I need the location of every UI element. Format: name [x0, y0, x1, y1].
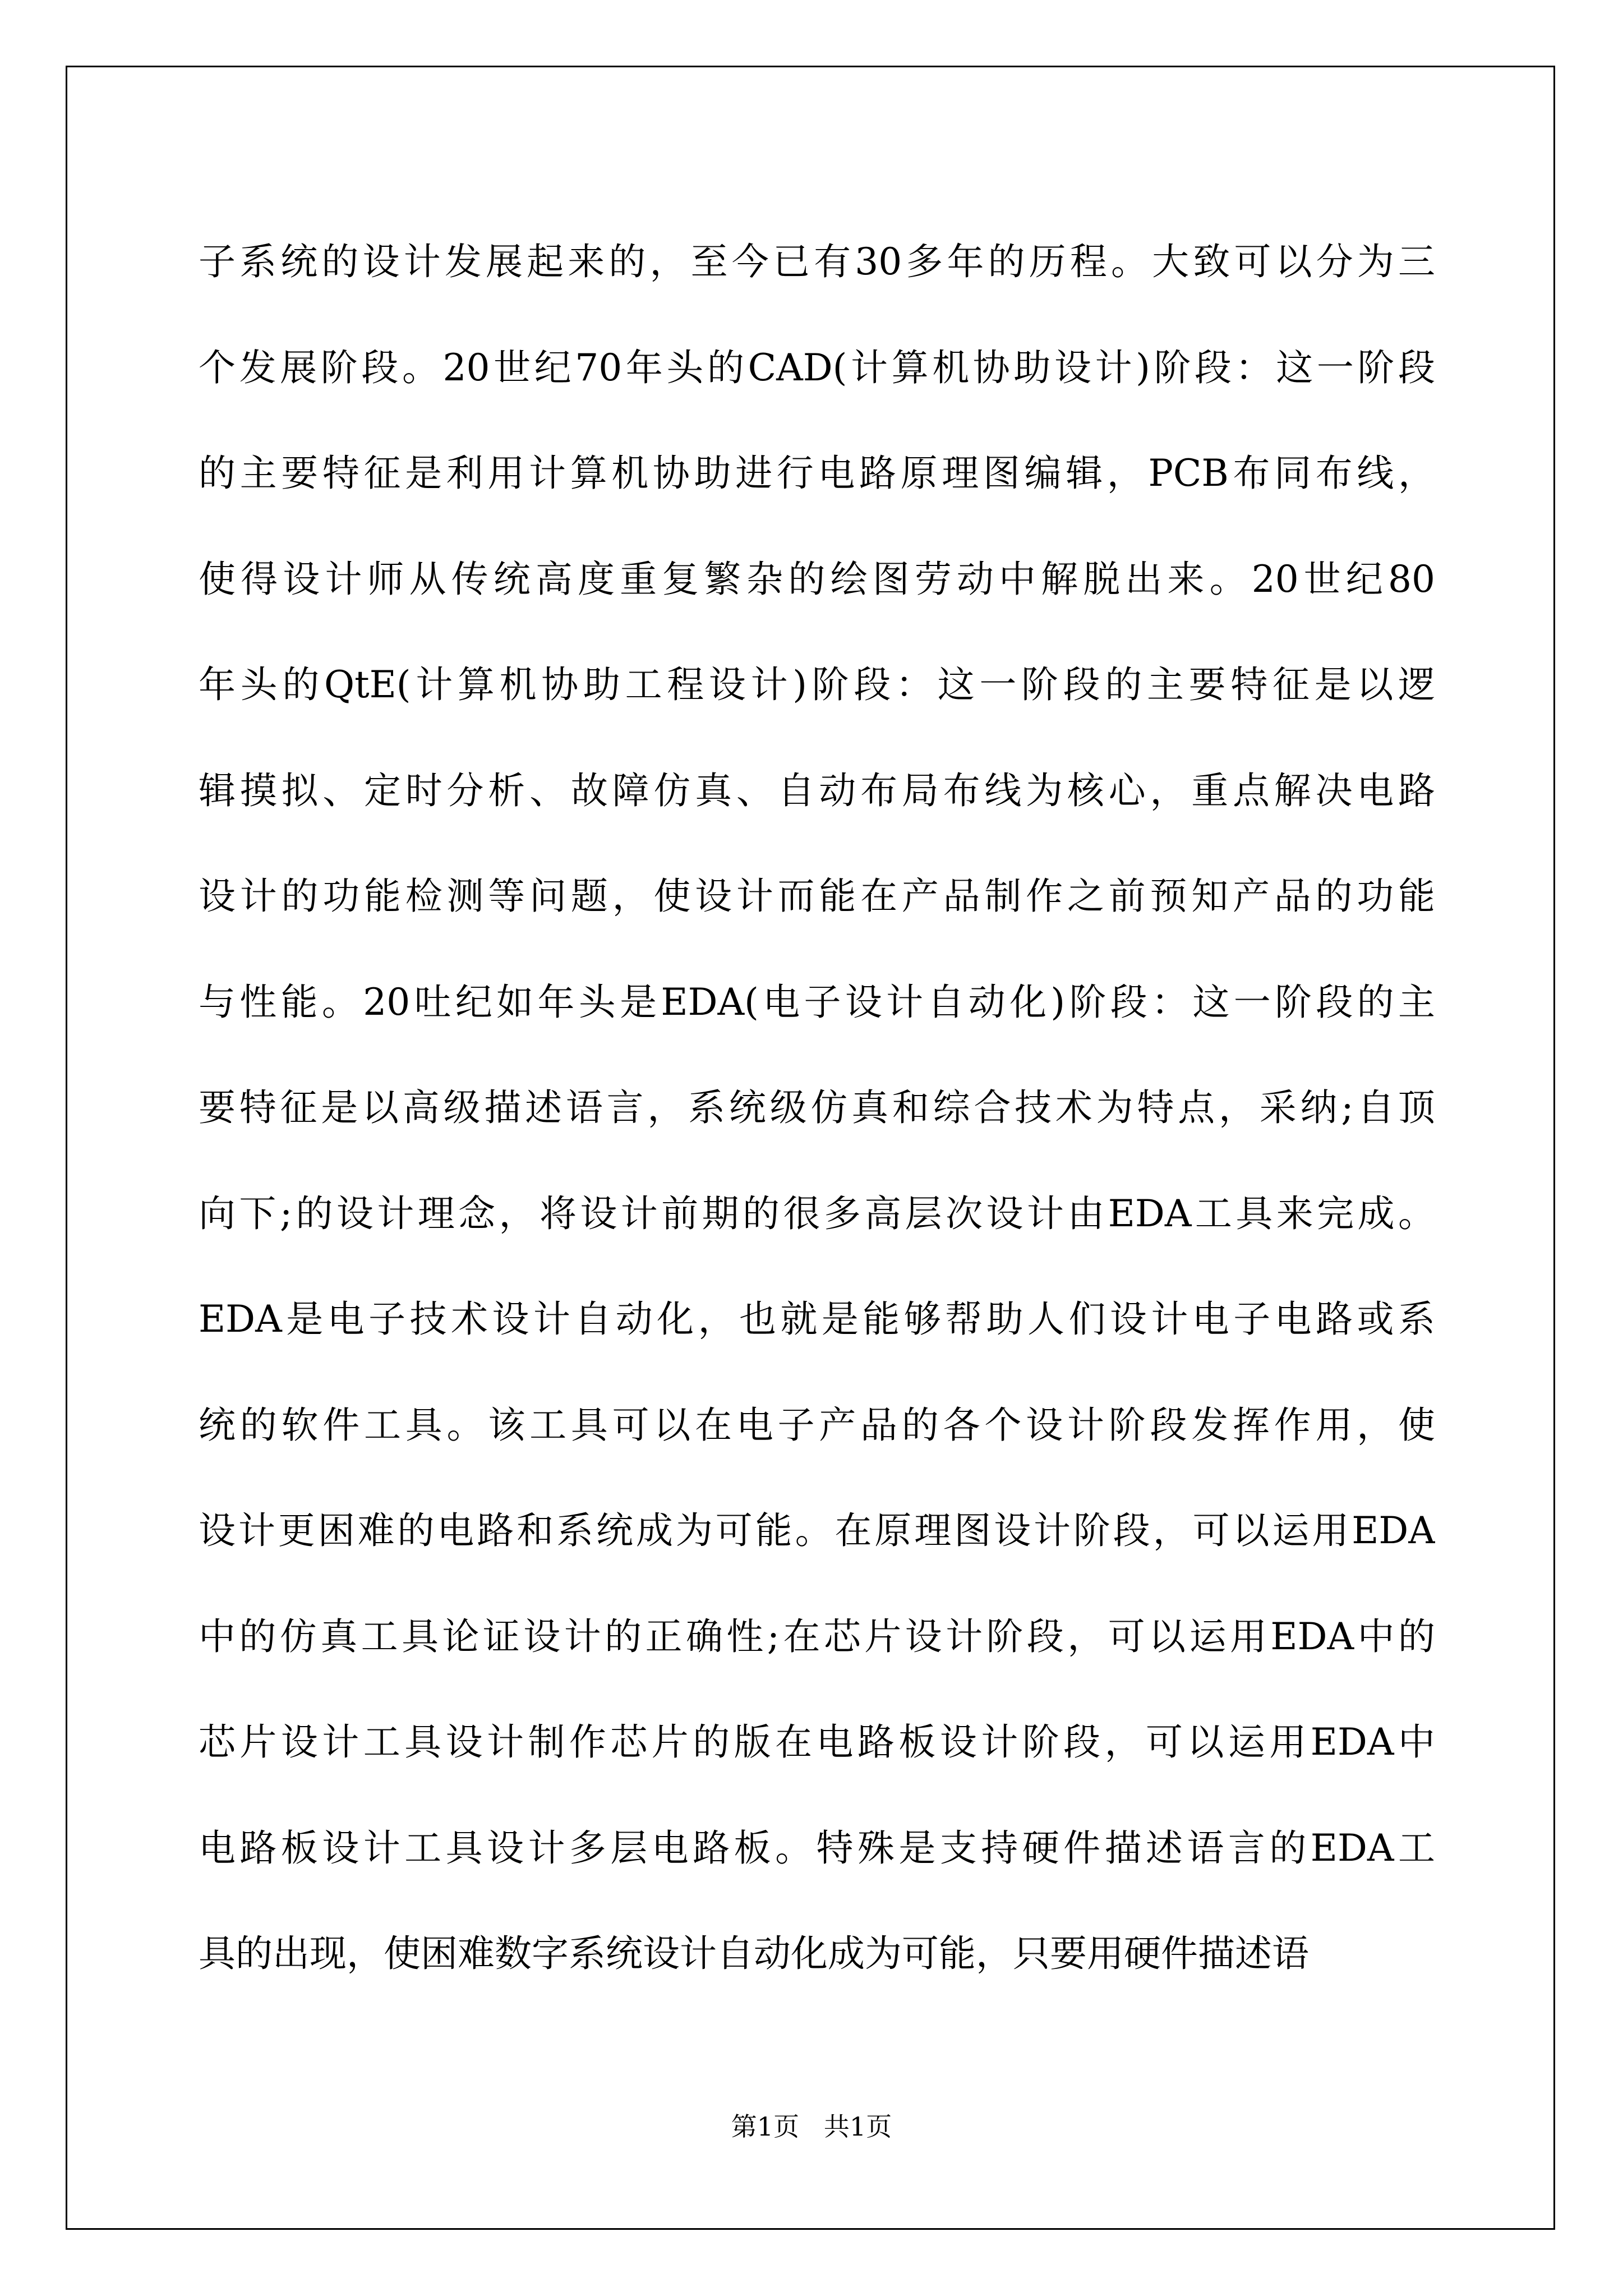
text-line: 设计的功能检测等问题，使设计而能在产品制作之前预知产品的功能 [199, 875, 1435, 918]
document-body [199, 209, 1435, 2007]
text-line: 具的出现，使困难数字系统设计自动化成为可能，只要用硬件描述语 [199, 1932, 1309, 1975]
text-line: 统的软件工具。该工具可以在电子产品的各个设计阶段发挥作用，使 [199, 1403, 1435, 1447]
text-line: 个发展阶段。20世纪70年头的CAD(计算机协助设计)阶段：这一阶段 [199, 346, 1435, 389]
page-number-footer: 第1页 共1页 [731, 2111, 892, 2142]
text-line: 芯片设计工具设计制作芯片的版在电路板设计阶段，可以运用EDA中 [199, 1720, 1435, 1764]
text-line: 年头的QtE(计算机协助工程设计)阶段：这一阶段的主要特征是以逻 [199, 663, 1435, 706]
text-line: 的主要特征是利用计算机协助进行电路原理图编辑，PCB布同布线， [199, 452, 1435, 495]
text-line: 电路板设计工具设计多层电路板。特殊是支持硬件描述语言的EDA工 [199, 1826, 1435, 1870]
text-line: 与性能。20吐纪如年头是EDA(电子设计自动化)阶段：这一阶段的主 [199, 980, 1435, 1024]
text-line: 使得设计师从传统高度重复繁杂的绘图劳动中解脱出来。20世纪80 [199, 557, 1435, 601]
text-line: 子系统的设计发展起来的，至今已有30多年的历程。大致可以分为三 [199, 240, 1435, 283]
text-line: 中的仿真工具论证设计的正确性;在芯片设计阶段，可以运用EDA中的 [199, 1614, 1435, 1658]
text-line: 辑摸拟、定时分析、故障仿真、自动布局布线为核心，重点解决电路 [199, 769, 1435, 812]
text-line: 设计更困难的电路和系统成为可能。在原理图设计阶段，可以运用EDA [199, 1509, 1435, 1552]
text-line: 要特征是以高级描述语言，系统级仿真和综合技术为特点，采纳;自顶 [199, 1086, 1435, 1129]
text-line: 向下;的设计理念，将设计前期的很多高层次设计由EDA工具来完成。 [199, 1191, 1435, 1235]
text-line: EDA是电子技术设计自动化，也就是能够帮助人们设计电子电路或系 [199, 1297, 1435, 1341]
